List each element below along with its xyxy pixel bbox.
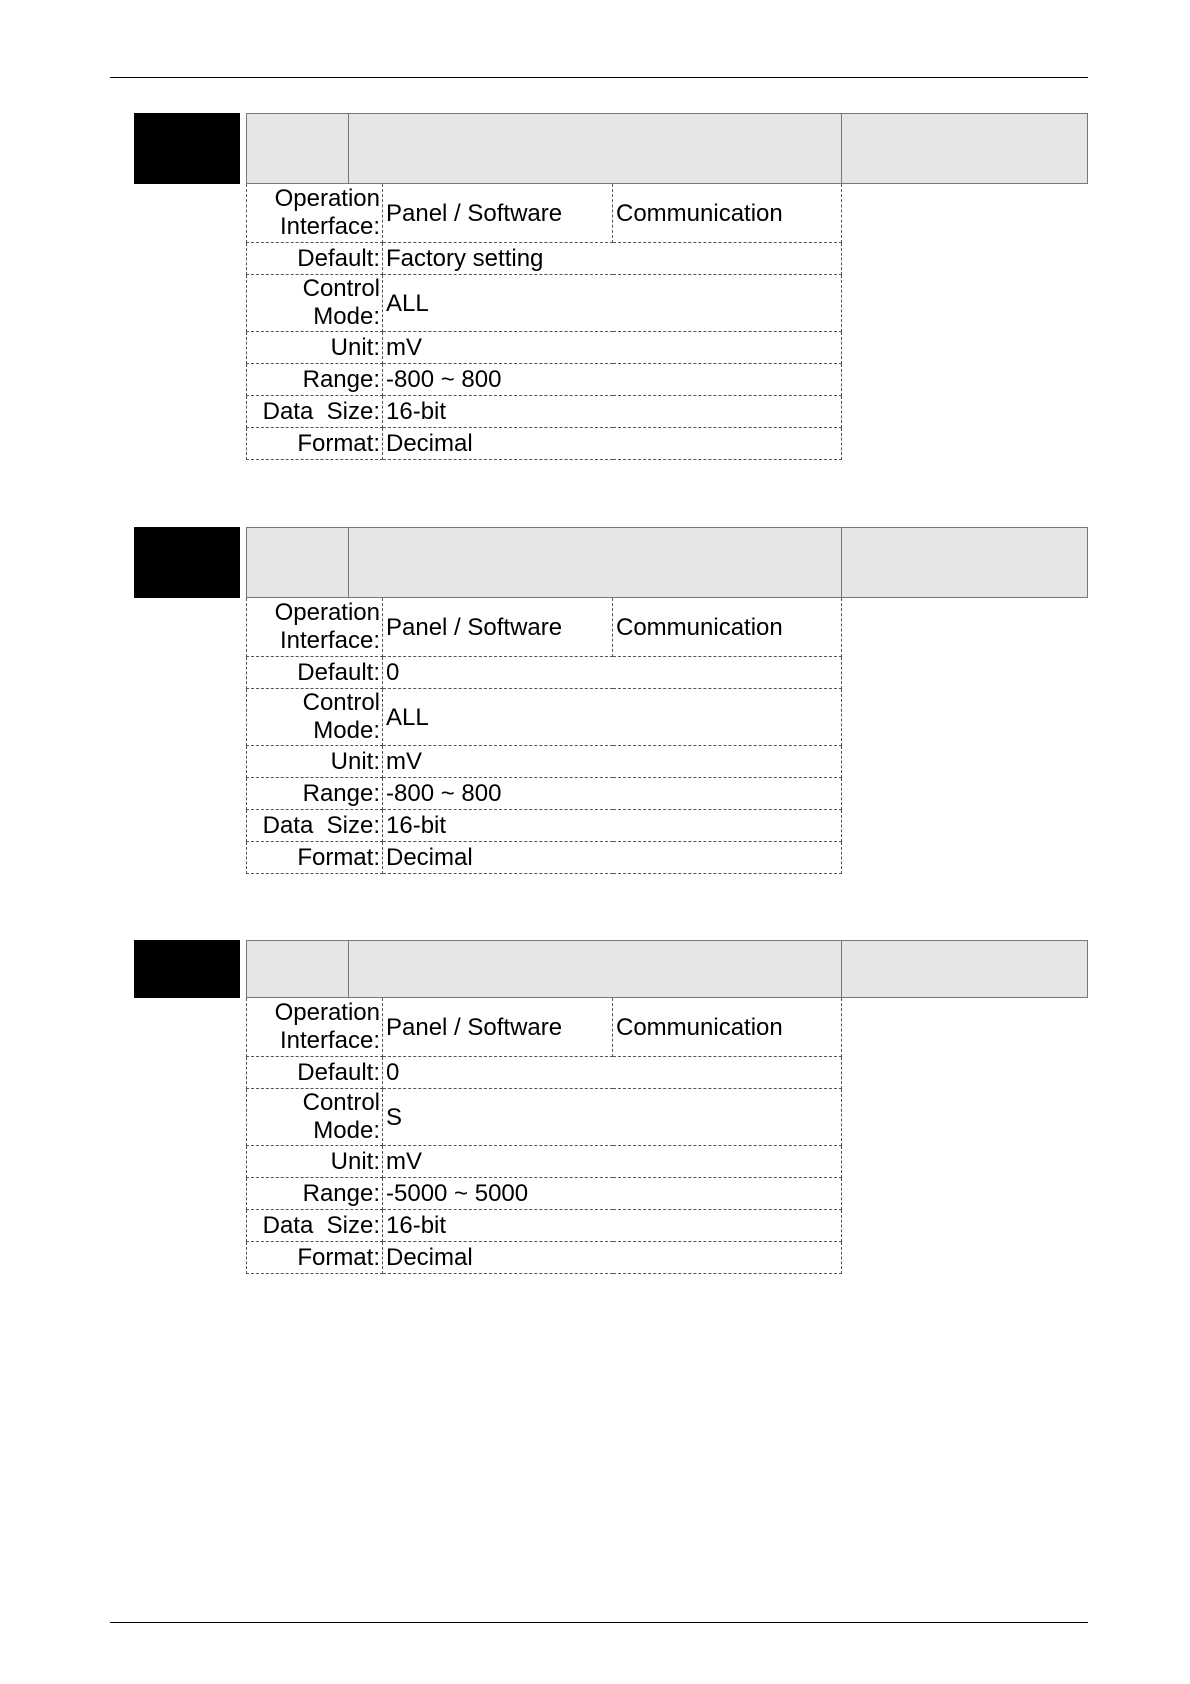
data-size-value: 16-bit <box>383 1210 842 1242</box>
parameter-code-cell <box>247 528 349 597</box>
panel-software-cell: Panel / Software <box>383 598 613 657</box>
unit-label: Unit: <box>247 332 383 364</box>
panel-software-cell: Panel / Software <box>383 184 613 243</box>
default-value: 0 <box>383 657 842 689</box>
format-row <box>247 1242 842 1274</box>
format-value: Decimal <box>383 428 842 460</box>
data-size-row <box>247 396 842 428</box>
default-label: Default: <box>247 657 383 689</box>
parameter-code-cell <box>247 114 349 183</box>
range-row <box>247 1178 842 1210</box>
unit-value: mV <box>383 332 842 364</box>
default-row <box>247 657 842 689</box>
control-mode-row <box>247 1089 842 1146</box>
parameter-spec-table <box>246 184 842 460</box>
operation-interface-row <box>247 998 842 1057</box>
control-mode-row <box>247 275 842 332</box>
communication-cell: Communication <box>613 598 842 657</box>
control-mode-value: S <box>383 1089 842 1146</box>
panel-software-cell: Panel / Software <box>383 998 613 1057</box>
range-value: -800 ~ 800 <box>383 778 842 810</box>
unit-label: Unit: <box>247 1146 383 1178</box>
parameter-name-cell <box>348 528 842 597</box>
range-value: -5000 ~ 5000 <box>383 1178 842 1210</box>
format-row <box>247 842 842 874</box>
default-label: Default: <box>247 1057 383 1089</box>
format-label: Format: <box>247 428 383 460</box>
communication-cell: Communication <box>613 998 842 1057</box>
control-mode-label: Control Mode: <box>247 1089 383 1146</box>
parameter-badge <box>134 940 240 998</box>
data-size-value: 16-bit <box>383 810 842 842</box>
range-label: Range: <box>247 364 383 396</box>
format-row <box>247 428 842 460</box>
operation-interface-row <box>247 598 842 657</box>
range-value: -800 ~ 800 <box>383 364 842 396</box>
data-size-row <box>247 1210 842 1242</box>
default-value: Factory setting <box>383 243 842 275</box>
data-size-value: 16-bit <box>383 396 842 428</box>
parameter-spec-table <box>246 598 842 874</box>
header-rule <box>110 77 1088 78</box>
default-row <box>247 1057 842 1089</box>
default-label: Default: <box>247 243 383 275</box>
data-size-label: Data Size: <box>247 810 383 842</box>
parameter-address-cell <box>842 114 1087 183</box>
data-size-label: Data Size: <box>247 1210 383 1242</box>
data-size-label: Data Size: <box>247 396 383 428</box>
control-mode-value: ALL <box>383 689 842 746</box>
format-value: Decimal <box>383 842 842 874</box>
range-label: Range: <box>247 778 383 810</box>
parameter-code-cell <box>247 941 349 997</box>
unit-value: mV <box>383 746 842 778</box>
parameter-header <box>246 940 1088 998</box>
parameter-badge <box>134 527 240 598</box>
parameter-address-cell <box>842 941 1087 997</box>
operation-interface-row <box>247 184 842 243</box>
parameter-header <box>246 527 1088 598</box>
unit-row <box>247 332 842 364</box>
parameter-badge <box>134 113 240 184</box>
footer-rule <box>110 1622 1088 1623</box>
control-mode-label: Control Mode: <box>247 689 383 746</box>
range-label: Range: <box>247 1178 383 1210</box>
format-label: Format: <box>247 1242 383 1274</box>
communication-cell: Communication <box>613 184 842 243</box>
parameter-spec-table <box>246 998 842 1274</box>
operation-interface-label: Operation Interface: <box>247 998 383 1057</box>
default-value: 0 <box>383 1057 842 1089</box>
operation-interface-label: Operation Interface: <box>247 184 383 243</box>
unit-row <box>247 1146 842 1178</box>
parameter-name-cell <box>348 114 842 183</box>
parameter-header <box>246 113 1088 184</box>
unit-value: mV <box>383 1146 842 1178</box>
data-size-row <box>247 810 842 842</box>
format-label: Format: <box>247 842 383 874</box>
operation-interface-label: Operation Interface: <box>247 598 383 657</box>
parameter-name-cell <box>348 941 842 997</box>
format-value: Decimal <box>383 1242 842 1274</box>
control-mode-value: ALL <box>383 275 842 332</box>
default-row <box>247 243 842 275</box>
range-row <box>247 364 842 396</box>
control-mode-label: Control Mode: <box>247 275 383 332</box>
unit-label: Unit: <box>247 746 383 778</box>
range-row <box>247 778 842 810</box>
unit-row <box>247 746 842 778</box>
control-mode-row <box>247 689 842 746</box>
parameter-address-cell <box>842 528 1087 597</box>
